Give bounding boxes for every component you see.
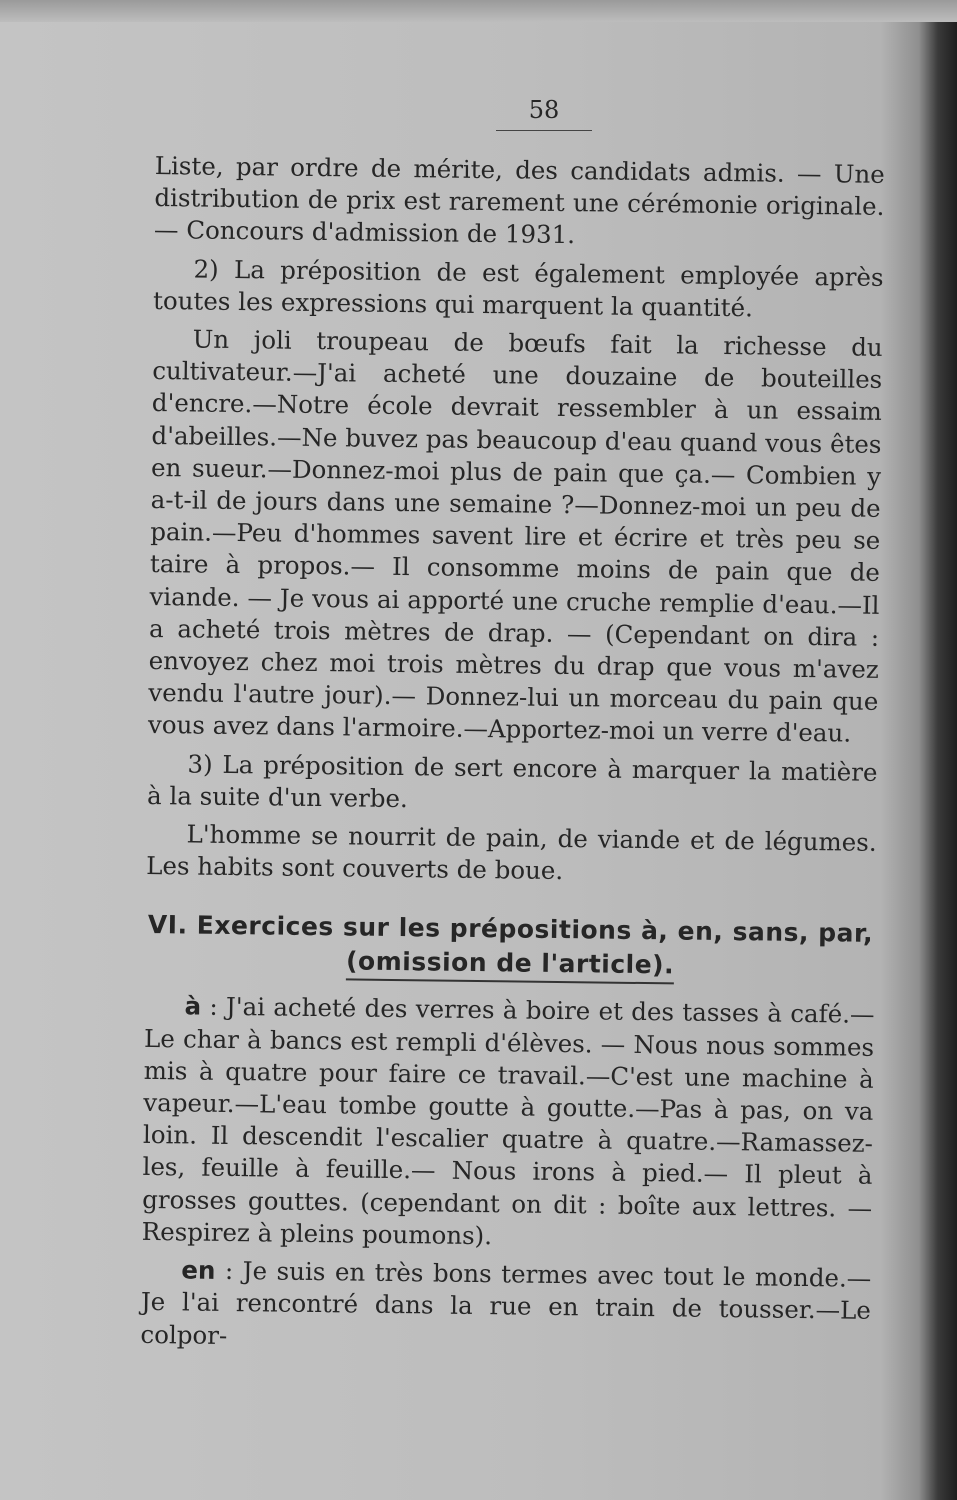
exercise-a-keyword: à [184, 991, 202, 1022]
section-heading-main: VI. Exercices sur les prépositions à, en, sans, par, [147, 910, 874, 949]
paragraph-1: Liste, par ordre de mérite, des candidats admis. — Une distribution de prix est rarement une cérémonie originale. — Concours d'admission de 1931. [153, 150, 885, 250]
exercise-a-text: : J'ai acheté des verres à boire et des tasses à café.— Le char à bancs est rempli d'élèves. — Nous nous sommes mis à quatre pour faire ce travail.—C'est une machine à vapeur.—L'eau tombe goutte à goutte.—Pas à pas, on va loin. Il descendit l'escalier quatre à quatre.—Ramassez-les, feuille à feuille.— Nous irons à pied.— Il pleut à grosses gouttes. (cependant on dit : boîte aux lettres. — Respirez à pleins poumons). [141, 992, 875, 1251]
section-heading-sub: (omission de l'article). [346, 945, 674, 985]
exercise-a [142, 990, 875, 1257]
exercise-en [140, 1254, 871, 1360]
body-text [140, 150, 885, 1366]
exercise-en-keyword: en [181, 1255, 216, 1285]
paragraph-3: Un joli troupeau de bœufs fait la richesse du cultivateur.—J'ai acheté une douzaine de bouteilles d'encre.—Notre école devrait ressembler à un essaim d'abeilles.—Ne buvez pas beaucoup d'eau quand vous êtes en sueur.—Donnez-moi plus de pain que ça.— Combien y a-t-il de jours dans une semaine ?—Donnez-moi un peu de pain.—Peu d'hommes savent lire et écrire et très peu se taire à propos.— Il consomme moins de pain que de viande. — Je vous ai apporté une cruche remplie d'eau.—Il a acheté trois mètres de drap. — (Cependant on dira : envoyez chez moi trois mètres du drap que vous m'avez vendu l'autre jour).— Donnez-lui un morceau du pain que vous avez dans l'armoire.—Apportez-moi un verre d'eau. [147, 324, 883, 748]
exercise-en-text: : Je suis en très bons termes avec tout le monde.— Je l'ai rencontré dans la rue en train de tousser.—Le colpor- [140, 1255, 872, 1350]
section-heading [145, 908, 876, 987]
page-number: 58 [496, 96, 592, 131]
paragraph-5: L'homme se nourrit de pain, de viande et de légumes. Les habits sont couverts de boue. [146, 819, 877, 886]
paragraph-2: 2) La préposition de est également employée après toutes les expressions qui marquent la quantité. [152, 254, 884, 323]
paragraph-4: 3) La préposition de sert encore à marquer la matière à la suite d'un verbe. [146, 749, 878, 813]
scan-edge [0, 0, 957, 22]
